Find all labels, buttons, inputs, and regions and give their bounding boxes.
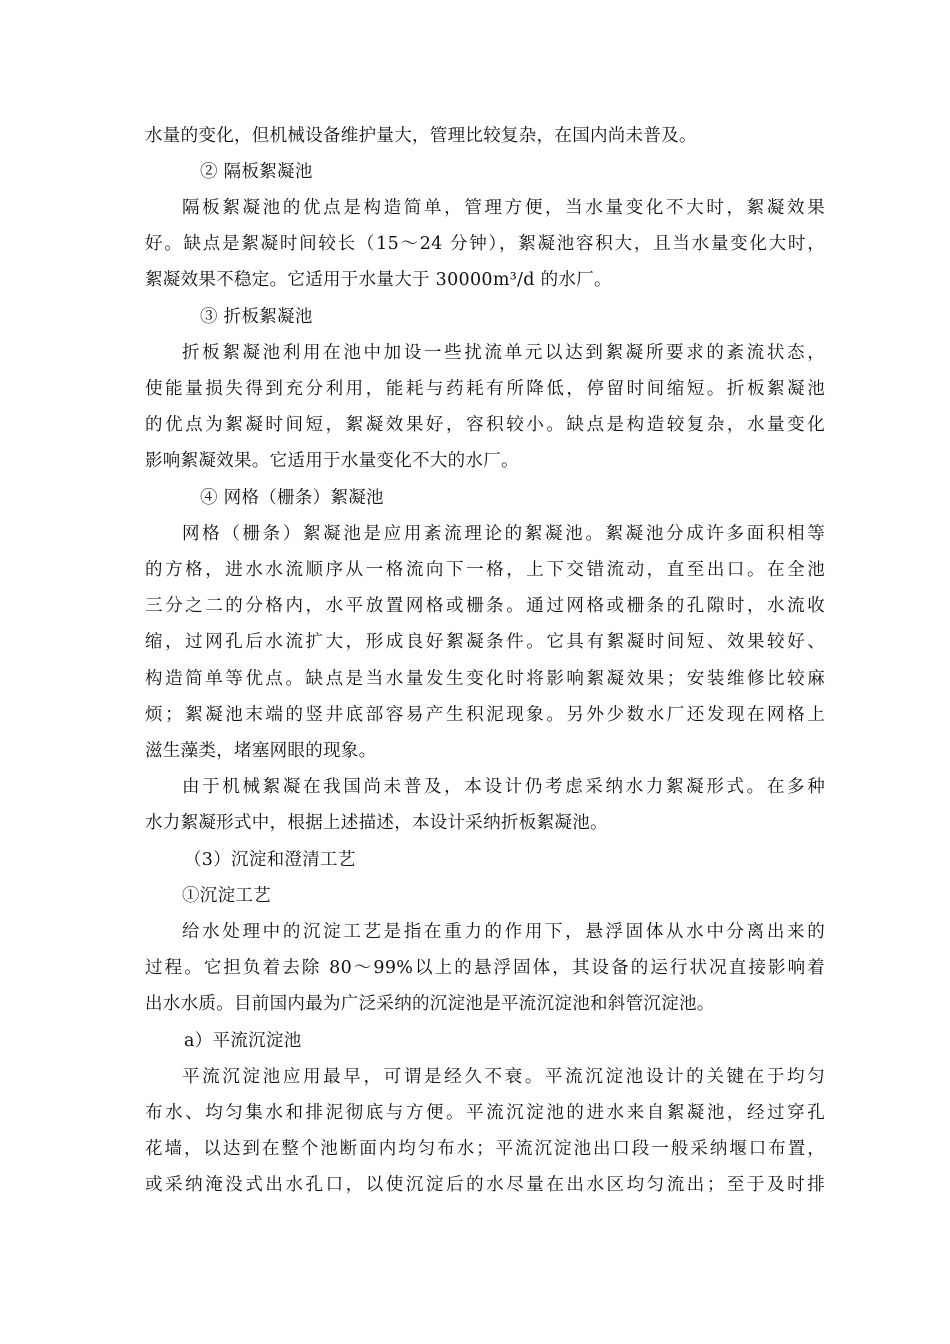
paragraph-line: 花墙，以达到在整个池断面内均匀布水；平流沉淀池出口段一般采纳堰口布置， [145,1139,825,1159]
paragraph-line: 三分之二的分格内，水平放置网格或栅条。通过网格或栅条的孔隙时，水流收 [145,596,825,616]
paragraph-line: 隔板絮凝池的优点是构造简单，管理方便，当水量变化不大时，絮凝效果 [182,198,825,218]
paragraph-line: 折板絮凝池利用在池中加设一些扰流单元以达到絮凝所要求的紊流状态， [182,343,825,363]
paragraph-line: 或采纳淹没式出水孔口，以使沉淀后的水尽量在出水区均匀流出；至于及时排 [145,1175,825,1195]
subheading: a）平流沉淀池 [184,1031,302,1051]
paragraph-line: 的方格，进水水流顺序从一格流向下一格，上下交错流动，直至出口。在全池 [145,560,825,580]
paragraph-line: 由于机械絮凝在我国尚未普及，本设计仍考虑采纳水力絮凝形式。在多种 [182,777,825,797]
paragraph-line: 使能量损失得到充分利用，能耗与药耗有所降低，停留时间缩短。折板絮凝池 [145,379,825,399]
paragraph-line: 水力絮凝形式中，根据上述描述，本设计采纳折板絮凝池。 [145,813,608,833]
paragraph-line: 给水处理中的沉淀工艺是指在重力的作用下，悬浮固体从水中分离出来的 [182,922,825,942]
paragraph-line: 水量的变化，但机械设备维护量大，管理比较复杂，在国内尚未普及。 [145,126,697,146]
paragraph-line: 烦；絮凝池末端的竖井底部容易产生积泥现象。另外少数水厂还发现在网格上 [145,705,825,725]
paragraph-line: 的优点为絮凝时间短，絮凝效果好，容积较小。缺点是构造较复杂，水量变化 [145,415,825,435]
paragraph-line: 网格（栅条）絮凝池是应用紊流理论的絮凝池。絮凝池分成许多面积相等 [182,524,825,544]
paragraph-line: 布水、均匀集水和排泥彻底与方便。平流沉淀池的进水来自絮凝池，经过穿孔 [145,1103,825,1123]
paragraph-line: 过程。它担负着去除 80～99%以上的悬浮固体，其设备的运行状况直接影响着 [145,958,825,978]
subheading: ④ 网格（栅条）絮凝池 [200,488,384,508]
section-heading: （3）沉淀和澄清工艺 [184,850,356,870]
paragraph-line: 影响絮凝效果。它适用于水量变化不大的水厂。 [145,451,519,471]
subheading: ③ 折板絮凝池 [200,307,313,327]
subheading: ①沉淀工艺 [182,886,271,906]
paragraph-line: 絮凝效果不稳定。它适用于水量大于 30000m³/d 的水厂。 [145,270,612,290]
paragraph-line: 平流沉淀池应用最早，可谓是经久不衰。平流沉淀池设计的关键在于均匀 [182,1067,825,1087]
paragraph-line: 构造简单等优点。缺点是当水量发生变化时将影响絮凝效果；安装维修比较麻 [145,669,825,689]
paragraph-line: 缩，过网孔后水流扩大，形成良好絮凝条件。它具有絮凝时间短、效果较好、 [145,632,825,652]
subheading: ② 隔板絮凝池 [200,162,313,182]
paragraph-line: 好。缺点是絮凝时间较长（15～24 分钟），絮凝池容积大，且当水量变化大时， [145,234,825,254]
paragraph-line: 滋生藻类，堵塞网眼的现象。 [145,741,377,761]
paragraph-line: 出水水质。目前国内最为广泛采纳的沉淀池是平流沉淀池和斜管沉淀池。 [145,994,715,1014]
